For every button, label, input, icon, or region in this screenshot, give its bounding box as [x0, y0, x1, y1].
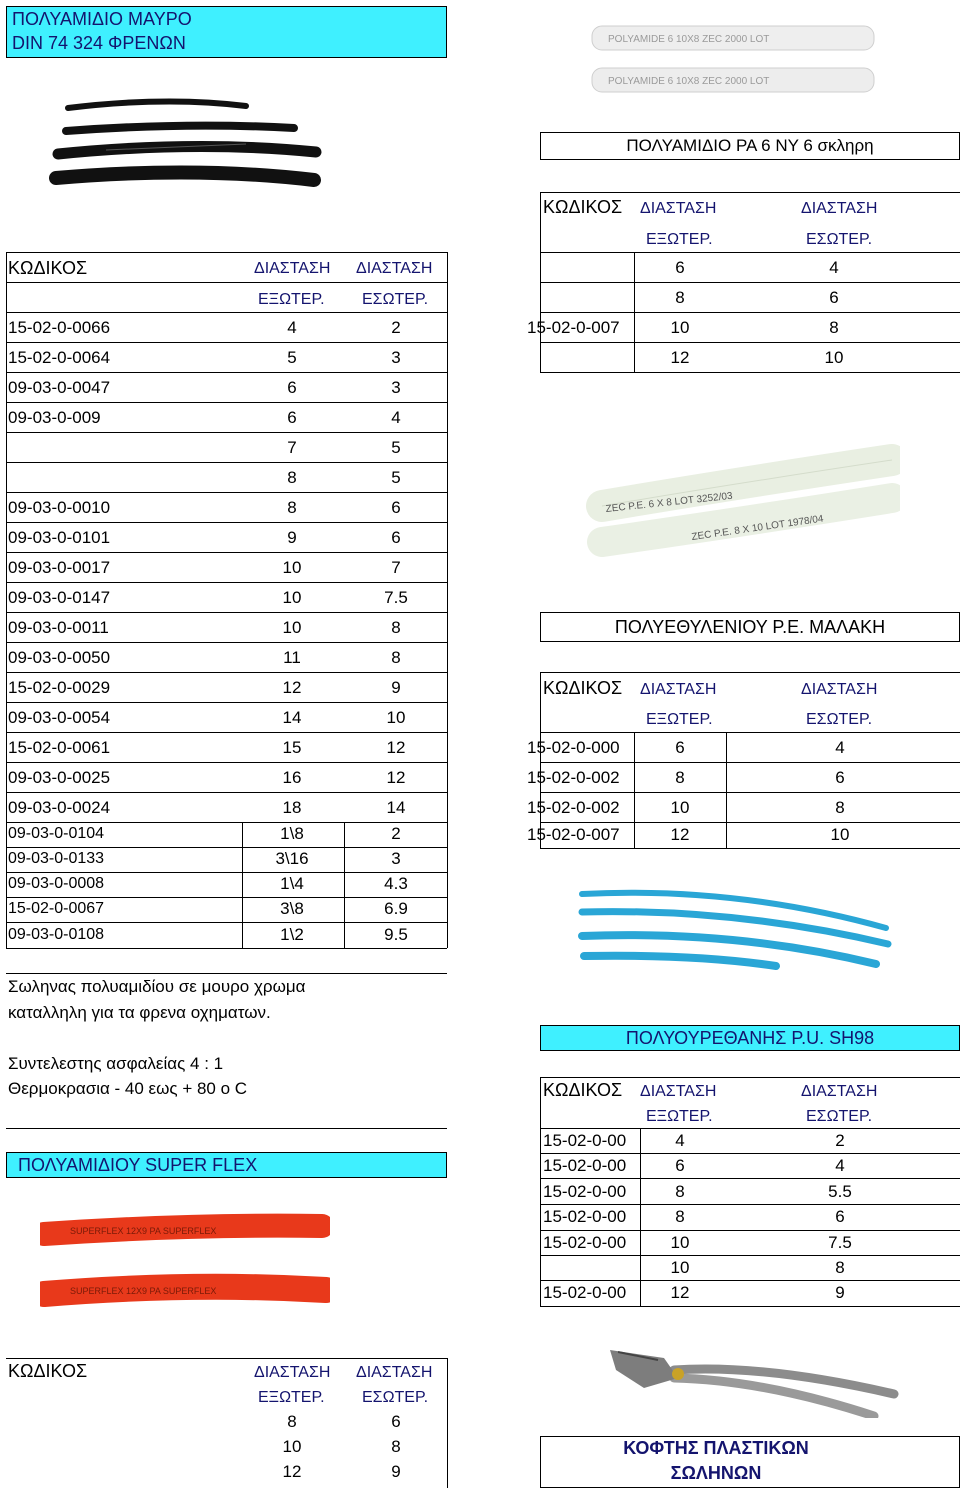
row-outer: 12 [282, 678, 302, 697]
superflex-header-dim1: ΔΙΑΣΤΑΣΗ [254, 1364, 331, 1381]
superflex-header-sub1: ΕΞΩΤΕΡ. [258, 1389, 325, 1406]
pa6-header-sub1: ΕΞΩΤΕΡ. [646, 231, 713, 248]
row-inner: 4.3 [384, 874, 408, 893]
black-tubes-image [46, 94, 326, 194]
row-inner: 9 [391, 678, 401, 697]
row-inner: 7.5 [828, 1233, 852, 1252]
row-inner: 6 [829, 288, 839, 307]
row-code: 09-03-0-0101 [8, 528, 111, 547]
row-inner: 12 [386, 738, 406, 757]
row-inner: 6 [391, 1412, 401, 1431]
row-outer: 6 [675, 738, 685, 757]
row-outer: 11 [283, 648, 301, 667]
row-inner: 5.5 [828, 1182, 852, 1201]
row-outer: 8 [287, 1412, 297, 1431]
row-outer: 1\4 [280, 874, 304, 893]
row-inner: 6 [835, 1207, 845, 1226]
superflex-title: ΠΟΛΥΑΜΙΔΙΟΥ SUPER FLEX [18, 1155, 258, 1175]
row-code: 09-03-0-0050 [8, 648, 111, 667]
row-outer: 7 [287, 438, 297, 457]
row-outer: 12 [282, 1462, 302, 1481]
black-section-title-line2: DIN 74 324 ΦΡΕΝΩΝ [12, 33, 186, 53]
red-tubes-image [40, 1212, 330, 1318]
row-outer: 10 [282, 558, 302, 577]
row-inner: 3 [391, 849, 401, 868]
row-inner: 6 [391, 498, 401, 517]
row-inner: 2 [391, 318, 401, 337]
row-inner: 2 [835, 1131, 845, 1150]
row-outer: 10 [670, 1258, 690, 1277]
row-outer: 10 [670, 1233, 690, 1252]
row-inner: 7 [391, 558, 401, 577]
pa6-header-dim1: ΔΙΑΣΤΑΣΗ [640, 200, 717, 217]
pe-header-dim2: ΔΙΑΣΤΑΣΗ [801, 681, 878, 698]
white-tubes-image [588, 18, 878, 98]
row-outer: 3\16 [275, 849, 309, 868]
black-header-dim2: ΔΙΑΣΤΑΣΗ [356, 260, 433, 277]
cutter-title-line1: ΚΟΦΤΗΣ ΠΛΑΣΤΙΚΩΝ [623, 1438, 809, 1458]
row-outer: 10 [282, 1437, 302, 1456]
row-outer: 8 [675, 768, 685, 787]
row-code: 15-02-0-0067 [8, 900, 105, 917]
row-inner: 5 [391, 438, 401, 457]
pu-header-sub1: ΕΞΩΤΕΡ. [646, 1108, 713, 1125]
pu-header-dim1: ΔΙΑΣΤΑΣΗ [640, 1083, 717, 1100]
row-outer: 6 [675, 258, 685, 277]
row-outer: 3\8 [280, 899, 304, 918]
pe-header-dim1: ΔΙΑΣΤΑΣΗ [640, 681, 717, 698]
row-inner: 9 [835, 1283, 845, 1302]
row-inner: 12 [386, 768, 406, 787]
description-line2: καταλληλη για τα φρενα οχηματων. [8, 1003, 271, 1022]
black-header-code: ΚΩΔΙΚΟΣ [8, 258, 88, 278]
row-outer: 6 [287, 378, 297, 397]
pe-tubes-image [582, 440, 900, 560]
white-tube-print: POLYAMIDE 6 10X8 ZEC 2000 LOT [608, 34, 770, 45]
row-inner: 10 [830, 825, 850, 844]
pe-tube-print-2: ZEC P.E. 8 X 10 LOT 1978/04 [690, 513, 825, 543]
black-header-sub1: ΕΞΩΤΕΡ. [258, 291, 325, 308]
row-code: 15-02-0-00 [543, 1233, 627, 1252]
row-outer: 8 [287, 498, 297, 517]
pe-title: ΠΟΛΥΕΘΥΛΕΝΙΟΥ P.E. ΜΑΛΑΚΗ [614, 617, 886, 637]
row-inner: 8 [829, 318, 839, 337]
row-outer: 6 [675, 1156, 685, 1175]
row-outer: 5 [287, 348, 297, 367]
row-outer: 6 [287, 408, 297, 427]
row-code: 15-02-0-000 [527, 738, 620, 757]
row-outer: 8 [675, 1207, 685, 1226]
blue-tubes-image [576, 880, 896, 972]
pe-header-sub1: ΕΞΩΤΕΡ. [646, 711, 713, 728]
row-inner: 8 [835, 798, 845, 817]
row-inner: 5 [391, 468, 401, 487]
red-tube-print: SUPERFLEX 12X9 PA SUPERFLEX [70, 1226, 217, 1236]
pipe-cutter-image [604, 1330, 904, 1418]
row-outer: 10 [282, 618, 302, 637]
red-tube-print-2: SUPERFLEX 12X9 PA SUPERFLEX [70, 1286, 217, 1296]
description-line4: Θερμοκρασια - 40 εως + 80 ο C [8, 1079, 248, 1098]
row-inner: 4 [391, 408, 401, 427]
row-outer: 8 [675, 1182, 685, 1201]
row-inner: 4 [829, 258, 839, 277]
black-section-title-line1: ΠΟΛΥΑΜΙΔΙΟ ΜΑΥΡΟ [12, 9, 192, 29]
pe-tube-print-1: ZEC P.E. 6 X 8 LOT 3252/03 [605, 490, 734, 515]
row-code: 09-03-0-0147 [8, 588, 111, 607]
row-outer: 18 [282, 798, 302, 817]
row-outer: 14 [282, 708, 302, 727]
row-code: 15-02-0-0064 [8, 348, 111, 367]
pu-title: ΠΟΛΥΟΥΡΕΘΑΝΗΣ P.U. SH98 [625, 1028, 875, 1048]
pu-header-sub2: ΕΣΩΤΕΡ. [806, 1108, 873, 1125]
superflex-header-code: ΚΩΔΙΚΟΣ [8, 1361, 88, 1381]
row-inner: 8 [391, 1437, 401, 1456]
pu-header-dim2: ΔΙΑΣΤΑΣΗ [801, 1083, 878, 1100]
row-code: 15-02-0-0029 [8, 678, 111, 697]
row-code: 09-03-0-0025 [8, 768, 111, 787]
row-code: 09-03-0-0024 [8, 798, 111, 817]
row-code: 09-03-0-009 [8, 408, 101, 427]
row-outer: 1\8 [280, 824, 304, 843]
row-code: 09-03-0-0133 [8, 850, 105, 867]
row-inner: 9 [391, 1462, 401, 1481]
row-code: 09-03-0-0054 [8, 708, 111, 727]
row-inner: 3 [391, 348, 401, 367]
pa6-header-code: ΚΩΔΙΚΟΣ [543, 197, 623, 217]
row-code: 15-02-0-00 [543, 1283, 627, 1302]
pu-header-code: ΚΩΔΙΚΟΣ [543, 1080, 623, 1100]
description-line1: Σωληνας πολυαμιδίου σε μουρο χρωμα [8, 977, 306, 996]
row-outer: 4 [675, 1131, 685, 1150]
row-inner: 9.5 [384, 925, 408, 944]
pa6-header-dim2: ΔΙΑΣΤΑΣΗ [801, 200, 878, 217]
row-outer: 12 [670, 825, 690, 844]
row-code: 15-02-0-002 [527, 798, 620, 817]
pa6-header-sub2: ΕΣΩΤΕΡ. [806, 231, 873, 248]
row-inner: 8 [391, 618, 401, 637]
row-code: 09-03-0-0108 [8, 926, 105, 943]
row-code: 15-02-0-002 [527, 768, 620, 787]
row-inner: 7.5 [384, 588, 408, 607]
row-inner: 6.9 [384, 899, 408, 918]
row-inner: 10 [824, 348, 844, 367]
row-outer: 4 [287, 318, 297, 337]
row-code: 09-03-0-0104 [8, 825, 105, 842]
row-outer: 1\2 [280, 925, 304, 944]
row-code: 09-03-0-0047 [8, 378, 111, 397]
row-outer: 15 [282, 738, 302, 757]
row-code: 15-02-0-0066 [8, 318, 111, 337]
pe-header-sub2: ΕΣΩΤΕΡ. [806, 711, 873, 728]
row-code: 15-02-0-00 [543, 1156, 627, 1175]
row-code: 15-02-0-00 [543, 1131, 627, 1150]
row-outer: 10 [670, 798, 690, 817]
row-inner: 14 [386, 798, 406, 817]
row-outer: 8 [675, 288, 685, 307]
row-inner: 2 [391, 824, 401, 843]
white-tube-print-2: POLYAMIDE 6 10X8 ZEC 2000 LOT [608, 76, 770, 87]
superflex-header-dim2: ΔΙΑΣΤΑΣΗ [356, 1364, 433, 1381]
row-inner: 8 [391, 648, 401, 667]
cutter-title-line2: ΣΩΛΗΝΩΝ [670, 1463, 762, 1483]
row-outer: 10 [670, 318, 690, 337]
row-inner: 8 [835, 1258, 845, 1277]
superflex-header-sub2: ΕΣΩΤΕΡ. [362, 1389, 429, 1406]
pe-header-code: ΚΩΔΙΚΟΣ [543, 678, 623, 698]
row-outer: 16 [282, 768, 302, 787]
pa6-title: ΠΟΛΥΑΜΙΔΙΟ PA 6 NY 6 σκληρη [626, 136, 874, 155]
row-code: 09-03-0-0010 [8, 498, 111, 517]
row-outer: 12 [670, 1283, 690, 1302]
row-outer: 10 [282, 588, 302, 607]
row-code: 15-02-0-00 [543, 1182, 627, 1201]
row-inner: 6 [391, 528, 401, 547]
row-code: 09-03-0-0011 [8, 618, 109, 637]
black-header-dim1: ΔΙΑΣΤΑΣΗ [254, 260, 331, 277]
row-code: 15-02-0-007 [527, 825, 620, 844]
row-outer: 9 [287, 528, 297, 547]
row-outer: 8 [287, 468, 297, 487]
row-code: 09-03-0-0017 [8, 558, 111, 577]
row-code: 15-02-0-007 [527, 318, 620, 337]
row-code: 09-03-0-0008 [8, 875, 105, 892]
description-line3: Συντελεστης ασφαλείας 4 : 1 [8, 1054, 224, 1073]
row-inner: 3 [391, 378, 401, 397]
black-header-sub2: ΕΣΩΤΕΡ. [362, 291, 429, 308]
row-code: 15-02-0-00 [543, 1207, 627, 1226]
row-outer: 12 [670, 348, 690, 367]
row-inner: 10 [386, 708, 406, 727]
row-inner: 6 [835, 768, 845, 787]
row-code: 15-02-0-0061 [8, 738, 111, 757]
row-inner: 4 [835, 738, 845, 757]
row-inner: 4 [835, 1156, 845, 1175]
